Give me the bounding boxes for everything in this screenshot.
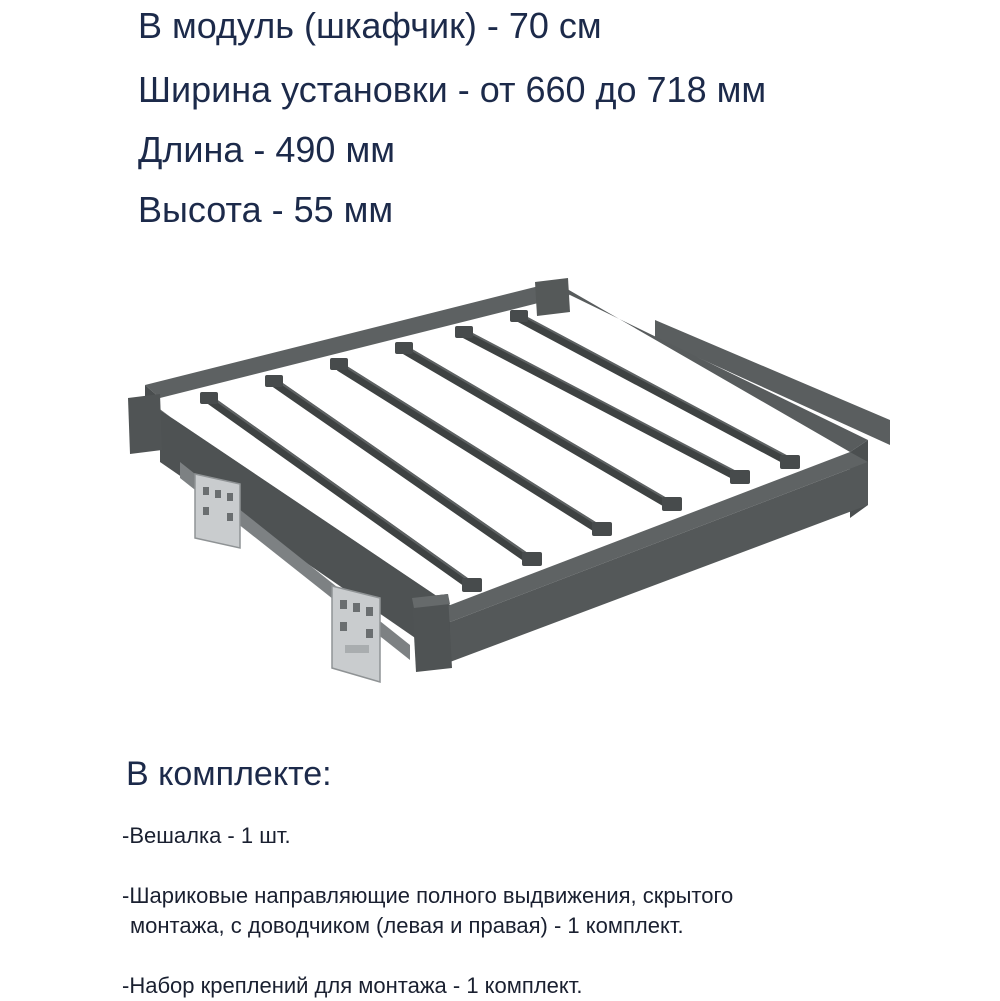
right-runner <box>655 320 890 445</box>
kit-item-fasteners: -Набор креплений для монтажа - 1 комплект. <box>122 973 583 998</box>
spec-install-width: Ширина установки - от 660 до 718 мм <box>138 69 767 110</box>
spec-module-width: В модуль (шкафчик) - 70 см <box>138 5 602 46</box>
product-image <box>120 270 890 700</box>
right-frame <box>555 282 868 452</box>
spec-height: Высота - 55 мм <box>138 189 394 230</box>
kit-item-runners-cont: монтажа, с доводчиком (левая и правая) - 1 комплект. <box>130 913 684 938</box>
kit-item-runners: -Шариковые направляющие полного выдвижения, скрытого <box>122 883 734 908</box>
mounting-bracket-front <box>332 586 380 682</box>
kit-item-hanger: -Вешалка - 1 шт. <box>122 823 291 848</box>
kit-title: В комплекте: <box>126 755 332 793</box>
spec-length: Длина - 490 мм <box>138 129 395 170</box>
mounting-bracket-rear <box>195 474 240 548</box>
